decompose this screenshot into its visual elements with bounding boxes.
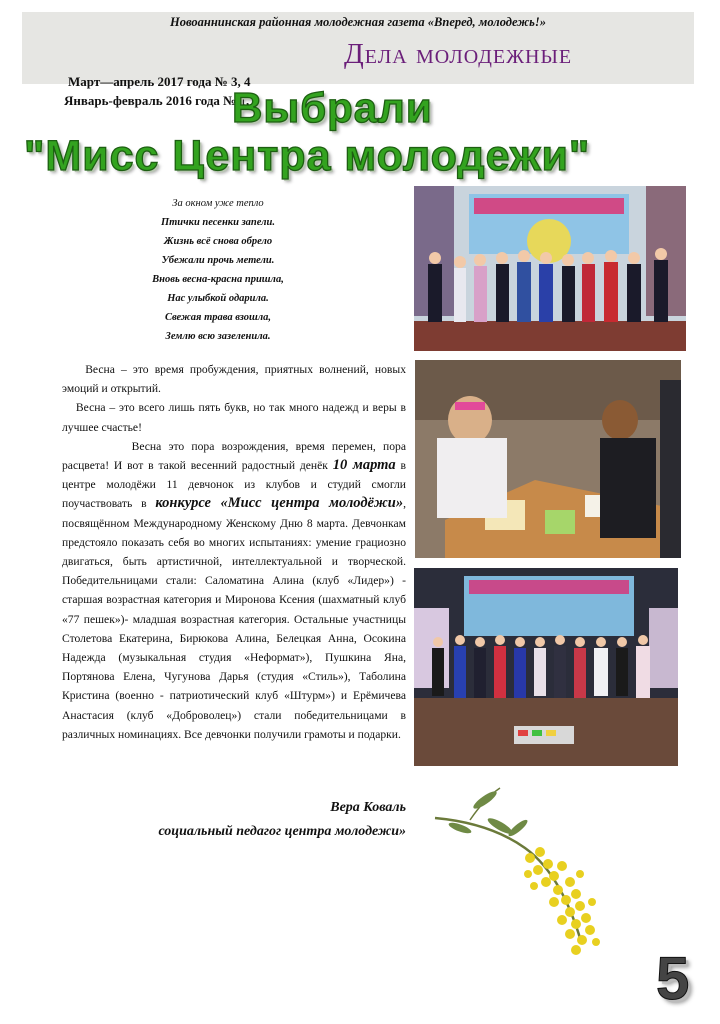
article-paragraph — [62, 437, 406, 744]
poem-line: За окном уже тепло — [172, 198, 264, 209]
poem-line: Землю всю зазеленила. — [165, 331, 271, 342]
issue-number-previous: Январь-февраль 2016 года № 1, 2 — [64, 93, 259, 108]
poem-line: Убежали прочь метели. — [161, 255, 275, 266]
headline-line-2: "Мисс Центра молодежи" — [24, 132, 591, 180]
article-paragraph: Весна – это время пробуждения, приятных волнений, новых эмоций и открытий. — [62, 363, 406, 396]
poem-line: Жизнь всё снова обрело — [163, 236, 273, 247]
article-body — [62, 360, 406, 744]
article-text: , посвящённом Международному Женскому Дню 8 марта. Девчонкам предстояло показать себя во многих испытаниях: умение грациозно двигаться, быть артистичной, интеллектуальной и творческой. Победительницами стали: Саломатина Алина (клуб «Лидер») - старшая возрастная категория и Миронова Ксения (шахматный клуб «77 пешек»)- младшая возрастная категория. Остальные участницы Столетова Екатерина, Бирюкова Алина, Белецкая Анна, Осокина Надежда (музыкальная студия «Неформат»), Пушкина Яна, Портянова Елена, Чугунова Дарья (студия «Стиль»), Таболина Кристина (военно - патриотический клуб «Штурм») и Ерёмичева Анастасия (клуб «Доброволец») стали победительницами в различных номинациях. Все девчонки получили грамоты и подарки. — [62, 497, 407, 741]
photo-participants-stage — [414, 186, 686, 351]
poem-line: Птички песенки запели. — [160, 217, 276, 228]
poem-line: Свежая трава взошла, — [164, 312, 272, 323]
poem-line: Вновь весна-красна пришла, — [152, 274, 284, 285]
headline-line-1: Выбрали — [232, 84, 433, 131]
author-name: Вера Коваль — [330, 800, 406, 815]
section-title: Дела молодежные — [344, 38, 573, 70]
issue-number-current: Март—апрель 2017 года № 3, 4 — [68, 74, 251, 89]
newspaper-name: Новоаннинская районная молодежная газета «Вперед, молодежь!» — [170, 15, 546, 29]
article-text: Весна это пора возрождения, время перемен, пора расцвета! И вот в такой весенний радостный денёк — [62, 439, 406, 473]
poem — [118, 194, 318, 346]
author-role: социальный педагог центра молодежи» — [158, 824, 406, 839]
article-paragraph: Весна – это всего лишь пять букв, но так много надежд и веры в лучшее счастье! — [62, 401, 406, 434]
photo-stage-lineup — [414, 568, 678, 766]
contest-name: конкурсе «Мисс центра молодёжи» — [155, 495, 404, 512]
article-text: в центре молодёжи 11 девчонок из клубов и студий смогли поучаствовать в — [62, 459, 407, 511]
page-number: 5 — [656, 945, 690, 1012]
poem-line: Нас улыбкой одарила. — [167, 293, 269, 304]
mimosa-branch-illustration — [430, 778, 620, 968]
event-date: 10 марта — [332, 457, 396, 474]
photo-creative-contest — [415, 360, 681, 558]
